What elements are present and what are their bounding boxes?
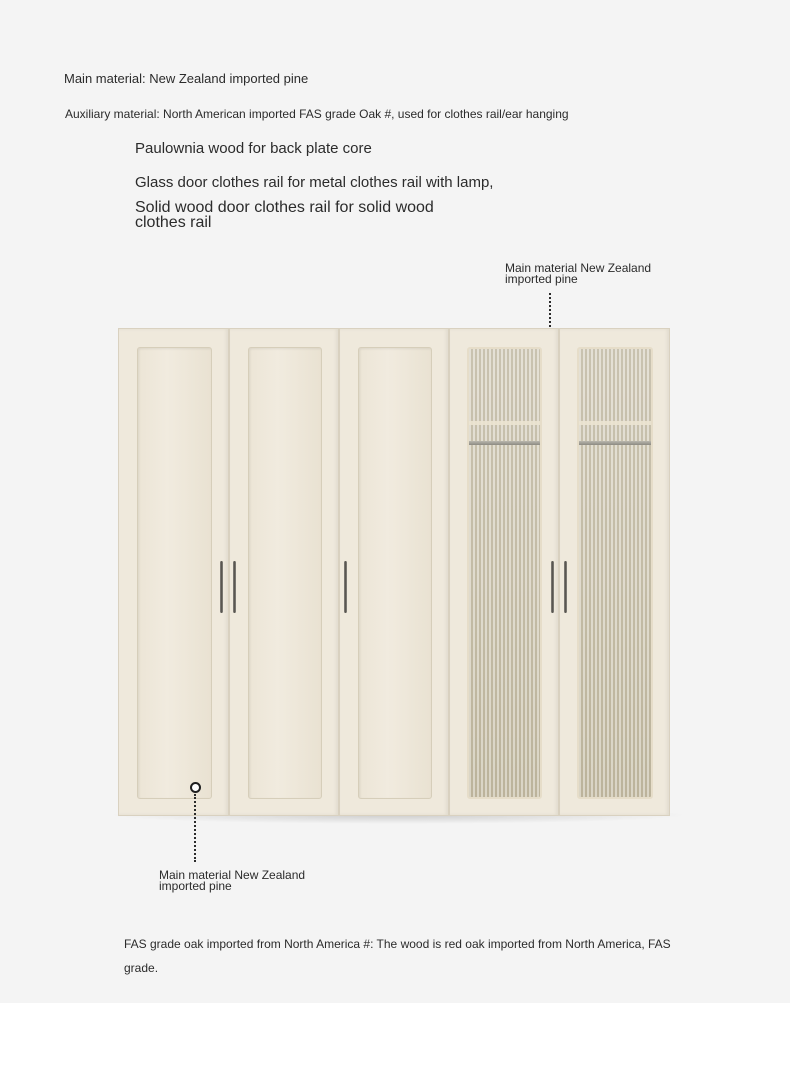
callout-bottom-label: Main material New Zealand imported pine [159,868,306,893]
auxiliary-material-text: Auxiliary material: North American imported FAS grade Oak #, used for clothes rail/ear hanging [65,107,569,121]
interior-shelf [469,421,540,425]
glass-door-rail-text: Glass door clothes rail for metal clothes rail with lamp, [135,174,494,191]
door-panel [248,347,322,799]
interior-shelf [579,421,651,425]
door-glass-panel [467,347,542,799]
wardrobe-door-solid [229,328,339,816]
main-material-text: Main material: New Zealand imported pine [64,71,309,86]
door-handle [220,561,223,613]
door-panel [358,347,432,799]
paulownia-text: Paulownia wood for back plate core [135,140,372,157]
callout-bottom-line [194,794,196,862]
clothes-rail [469,441,540,445]
wardrobe-door-solid [339,328,449,816]
wardrobe-image [118,328,670,816]
wardrobe-door-glass [559,328,670,816]
door-handle [233,561,236,613]
fas-grade-note: FAS grade oak imported from North America #: The wood is red oak imported from North America, FAS grade. [124,937,671,975]
door-handle [564,561,567,613]
wardrobe-door-glass [449,328,559,816]
door-glass-panel [577,347,653,799]
door-handle [551,561,554,613]
door-handle [344,561,347,613]
clothes-rail [579,441,651,445]
door-panel [137,347,212,799]
wardrobe-door-solid [118,328,229,816]
callout-top-label: Main material New Zealand imported pine [505,261,652,286]
solid-wood-rail-text: Solid wood door clothes rail for solid wood clothes rail [135,199,434,231]
callout-bottom-marker [190,782,201,793]
